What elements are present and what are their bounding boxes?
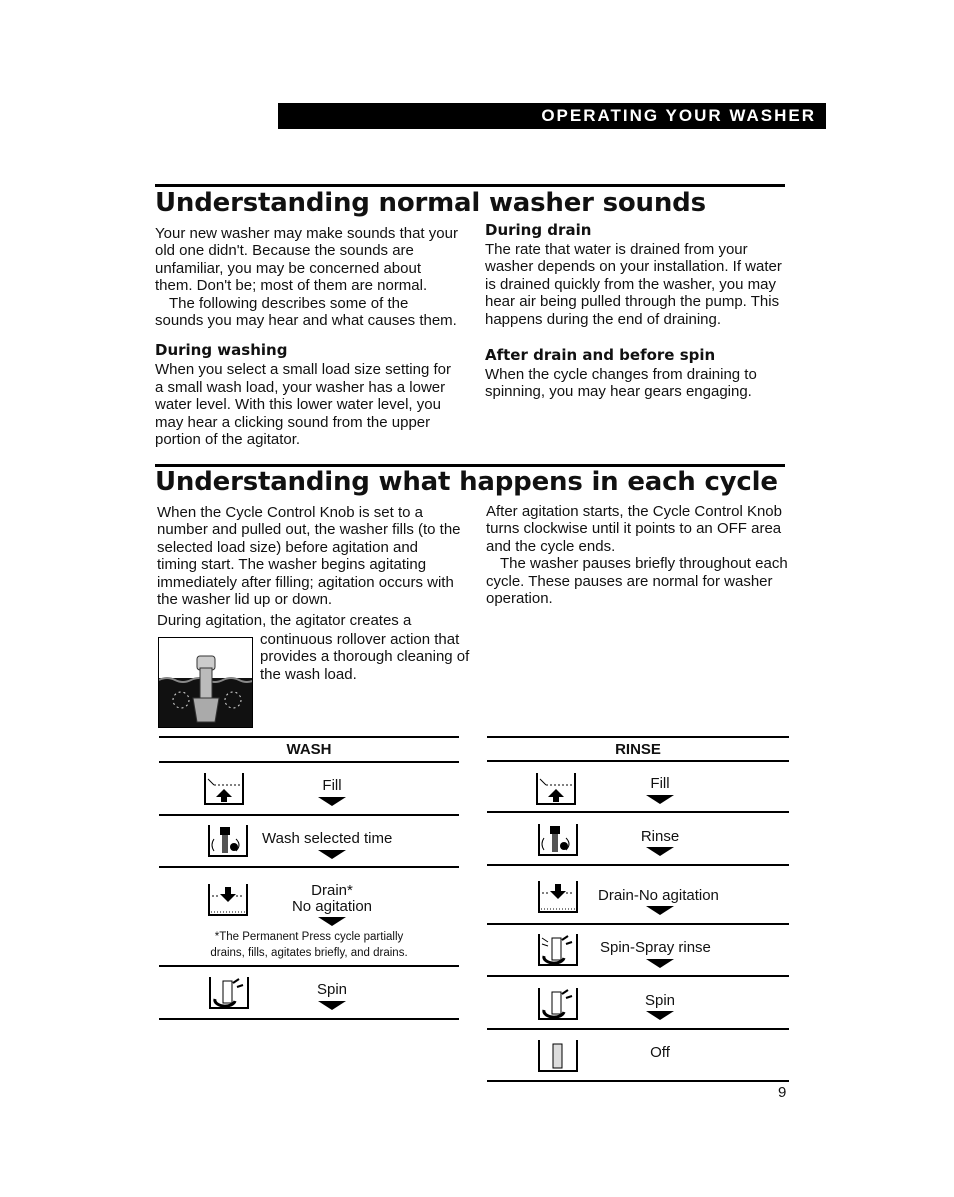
during-drain-heading: During drain	[485, 221, 592, 239]
agitator-caption	[260, 631, 470, 683]
rinse-row-rule	[487, 975, 789, 977]
rinse-fill-label: Fill	[650, 775, 670, 792]
spray-rinse-icon	[536, 932, 580, 968]
chevron-down-icon	[646, 795, 674, 804]
chevron-down-icon	[646, 906, 674, 915]
agitator-illustration	[158, 637, 253, 728]
wash-table-title: WASH	[286, 741, 332, 758]
rinse-row-rule	[487, 811, 789, 813]
wash-selected-time-label: Wash selected time	[262, 830, 393, 847]
rinse-off-label: Off	[650, 1044, 670, 1061]
chevron-down-icon	[318, 850, 346, 859]
off-icon	[536, 1038, 580, 1074]
chevron-down-icon	[646, 1011, 674, 1020]
chevron-down-icon	[646, 847, 674, 856]
wash-row-rule	[159, 965, 459, 967]
rinse-row-rule	[487, 923, 789, 925]
section2-left-column	[157, 504, 462, 630]
rinse-spin-label: Spin	[644, 992, 676, 1009]
rinse-table-title: RINSE	[615, 741, 661, 758]
rinse-drain-label: Drain-No agitation	[598, 887, 719, 904]
fill-icon	[534, 771, 578, 807]
footnote-line-1: *The Permanent Press cycle partially	[214, 931, 404, 943]
rinse-spin-spray-label: Spin-Spray rinse	[600, 939, 711, 956]
wash-spin-label: Spin	[316, 981, 348, 998]
wash-fill-label: Fill	[322, 777, 342, 794]
chevron-down-icon	[318, 1001, 346, 1010]
wash-no-agitation-label: No agitation	[291, 898, 373, 915]
cycle-paragraph-4: The washer pauses briefly throughout each cycle. These pauses are normal for washer operation.	[486, 555, 788, 608]
chevron-down-icon	[318, 797, 346, 806]
cycle-paragraph-2a: During agitation, the agitator creates a	[157, 612, 412, 630]
intro-paragraph-1: Your new washer may make sounds that your old one didn't. Because the sounds are unfamiliar, you may be concerned about them. Don't be; most of them are normal.	[155, 225, 458, 295]
rinse-table-bottom-rule	[487, 1080, 789, 1082]
section2-right-column	[486, 503, 791, 607]
intro-paragraph-2: The following describes some of the sounds you may hear and what causes them.	[155, 294, 457, 330]
section1-right-column	[485, 221, 790, 401]
page-number: 9	[778, 1084, 787, 1101]
section-banner: OPERATING YOUR WASHER	[278, 103, 826, 129]
drain-icon	[536, 879, 580, 915]
rinse-row-rule	[487, 864, 789, 866]
section2-title: Understanding what happens in each cycle	[155, 467, 778, 497]
rinse-table-top-rule	[487, 736, 789, 738]
wash-table-top-rule	[159, 736, 459, 738]
cycle-paragraph-1: When the Cycle Control Knob is set to a number and pulled out, the washer fills (to the selected load size) before agitation and timing start. The washer begins agitating immediately after filling; agitation occurs with the washer lid up or down.	[157, 504, 461, 609]
rinse-rinse-label: Rinse	[640, 828, 680, 845]
rinse-header-rule	[487, 760, 789, 762]
agitate-icon	[206, 823, 250, 859]
wash-row-rule	[159, 866, 459, 868]
footnote-line-2: drains, fills, agitates briefly, and drains.	[210, 947, 408, 959]
fill-icon	[202, 771, 246, 807]
rinse-row-rule	[487, 1028, 789, 1030]
chevron-down-icon	[646, 959, 674, 968]
after-drain-text: When the cycle changes from draining to spinning, you may hear gears engaging.	[485, 366, 757, 401]
during-washing-text: When you select a small load size setting for a small wash load, your washer has a lower water level. With this lower water level, you may hear a clicking sound from the upper portion of the agitator.	[155, 361, 451, 449]
after-drain-heading: After drain and before spin	[485, 346, 716, 365]
chevron-down-icon	[318, 917, 346, 926]
wash-table-bottom-rule	[159, 1018, 459, 1020]
section1-left-column	[155, 225, 460, 448]
wash-drain-label: Drain*	[311, 882, 353, 899]
drain-icon	[206, 882, 250, 918]
cycle-paragraph-3: After agitation starts, the Cycle Control Knob turns clockwise until it points to an OFF area and the cycle ends.	[486, 503, 782, 555]
section1-rule	[155, 184, 785, 187]
spin-icon	[536, 986, 580, 1022]
section1-title: Understanding normal washer sounds	[155, 188, 706, 218]
agitate-icon	[536, 822, 580, 858]
cycle-paragraph-2b: continuous rollover action that provides a thorough cleaning of the wash load.	[260, 631, 470, 683]
wash-row-rule	[159, 814, 459, 816]
during-washing-heading: During washing	[155, 341, 288, 360]
spin-icon	[207, 975, 251, 1011]
wash-header-rule	[159, 761, 459, 763]
during-drain-text: The rate that water is drained from your washer depends on your installation. If water is drained quickly from the washer, you may hear air being pulled through the pump. This happens during the end of draining.	[485, 241, 782, 328]
